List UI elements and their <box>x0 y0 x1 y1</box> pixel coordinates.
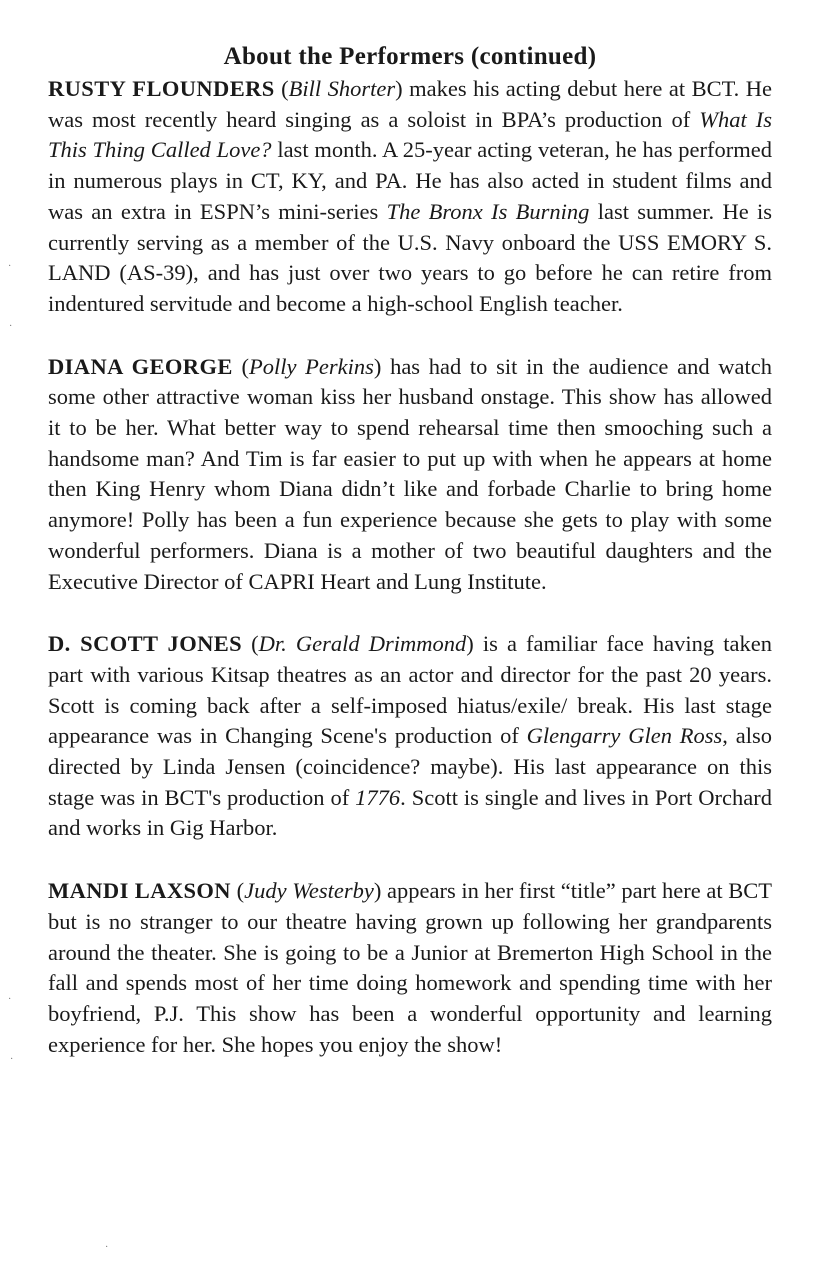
close-paren: ) <box>395 76 403 101</box>
close-paren: ) <box>466 631 474 657</box>
character-name: Judy Westerby <box>244 878 374 904</box>
open-paren: ( <box>232 353 249 379</box>
bio-text: , also directed by Linda Jensen (coincidence? maybe). His last appearance on this stage was in BCT's production of <box>48 723 772 810</box>
bio-text: last summer. He is currently serving as a member of the U.S. Navy onboard the USS EMORY S. LAND (AS-39), and has just over two years to go before he can retire from indentured servitude and become a high-school English teacher. <box>48 198 773 316</box>
character-name: Bill Shorter <box>288 76 396 101</box>
open-paren: ( <box>242 631 259 657</box>
scan-speck: · <box>105 1242 109 1253</box>
bio-text: last month. A 25-year acting veteran, he has performed in numerous plays in CT, KY, and PA. He has also acted in student films and was an extra in ESPN’s mini-series <box>48 137 772 224</box>
performer-name: MANDI LAXSON <box>48 878 231 904</box>
bio-text: is a familiar face having taken part with various Kitsap theatres as an actor and director for the past 20 years. Scott is coming back after a self-imposed hiatus/exile/ break. His last stage appearance was in Changing Scene's production of <box>48 631 772 749</box>
performer-name: RUSTY FLOUNDERS <box>48 76 275 101</box>
production-title: What Is This Thing Called Love? <box>48 106 772 163</box>
performer-bio-rusty-flounders <box>48 74 772 320</box>
scan-speck: · <box>10 1054 14 1065</box>
page-title: About the Performers (continued) <box>223 43 597 70</box>
character-name: Dr. Gerald Drimmond <box>258 631 467 657</box>
open-paren: ( <box>230 878 245 904</box>
open-paren: ( <box>274 76 289 101</box>
bio-text: . Scott is single and lives in Port Orchard and works in Gig Harbor. <box>48 784 772 841</box>
performer-bio-mandi-laxson <box>48 876 772 1060</box>
performer-bio-d-scott-jones <box>48 629 772 844</box>
production-title: The Bronx Is Burning <box>386 198 590 224</box>
scan-speck: · <box>8 994 12 1005</box>
production-title: Glengarry Glen Ross <box>526 723 723 749</box>
bio-text: appears in her first “title” part here at BCT but is no stranger to our theatre having grown up following her grandparents around the theater. She is going to be a Junior at Bremerton High School in the fall and spends most of her time doing homework and spending time with her boyfriend, P.J. This show has been a wonderful opportunity and learning experience for her. She hopes you enjoy the show! <box>48 878 773 1057</box>
production-title: 1776 <box>355 784 401 810</box>
close-paren: ) <box>373 878 382 904</box>
performer-bio-diana-george <box>48 352 772 598</box>
character-name: Polly Perkins <box>248 353 374 379</box>
bio-text: makes his acting debut here at BCT. He was most recently heard singing as a soloist in BPA’s production of <box>48 76 773 132</box>
bio-text: has had to sit in the audience and watch some other attractive woman kiss her husband onstage. This show has allowed it to be her. What better way to spend rehearsal time then smooching such a handsome man? And Tim is far easier to put up with when he appears at home then King Henry whom Diana didn’t like and forbade Charlie to bring home anymore! Polly has been a fun experience because she gets to play with some wonderful performers. Diana is a mother of two beautiful daughters and the Executive Director of CAPRI Heart and Lung Institute. <box>48 353 772 594</box>
performer-name: D. SCOTT JONES <box>48 631 243 657</box>
scan-speck: · <box>9 321 13 332</box>
close-paren: ) <box>373 353 382 379</box>
performer-name: DIANA GEORGE <box>48 353 233 379</box>
scan-speck: · <box>8 261 12 272</box>
